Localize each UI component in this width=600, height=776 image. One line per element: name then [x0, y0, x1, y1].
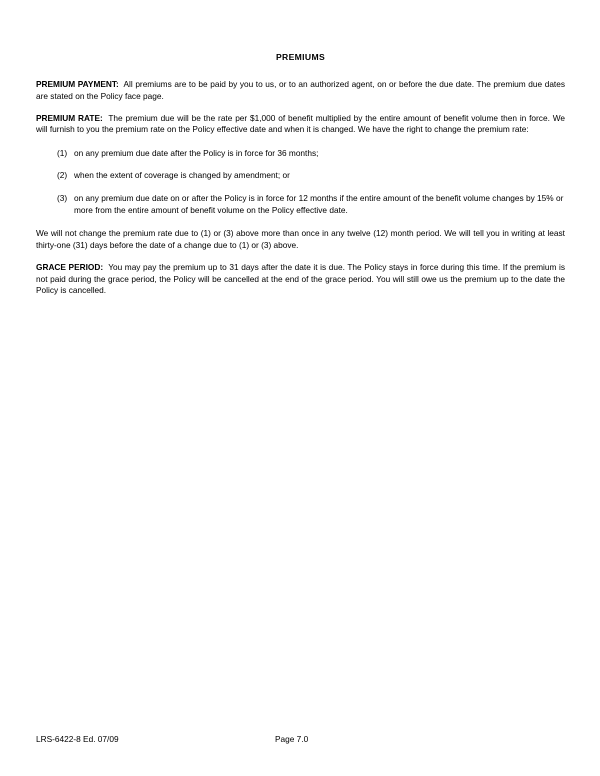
list-item-marker: (3) — [57, 193, 68, 204]
footer-form-number: LRS-6422-8 Ed. 07/09 — [36, 734, 119, 744]
list-item — [36, 170, 565, 182]
grace-period-heading: GRACE PERIOD: — [36, 261, 104, 272]
premium-payment-heading: PREMIUM PAYMENT: — [36, 79, 119, 89]
list-item-text: when the extent of coverage is changed by amendment; or — [74, 170, 290, 181]
list-item-marker: (1) — [57, 147, 68, 158]
list-item-text: on any premium due date on or after the Policy is in force for 12 months if the entire amount of the benefit volume changes by 15% or more from the entire amount of benefit volume on the Policy effective date. — [74, 193, 564, 215]
list-item — [36, 148, 565, 160]
list-item-text: on any premium due date after the Policy is in force for 36 months; — [74, 147, 319, 158]
premium-payment-paragraph — [36, 79, 565, 102]
list-item — [36, 193, 565, 216]
premium-rate-heading: PREMIUM RATE: — [36, 112, 103, 123]
footer-page-number: Page 7.0 — [275, 734, 309, 744]
premium-payment-text: All premiums are to be paid by you to us, or to an authorized agent, on or before the due date. The premium due dates are stated on the Policy face page. — [36, 79, 566, 101]
premium-rate-text: The premium due will be the rate per $1,000 of benefit multiplied by the entire amount of benefit volume then in force. We will furnish to you the premium rate on the Policy effective date and when it is changed. We have the right to change the premium rate: — [36, 112, 566, 135]
grace-period-paragraph — [36, 262, 565, 297]
page-footer — [36, 733, 565, 747]
page-title: PREMIUMS — [275, 52, 326, 62]
document-body — [36, 52, 565, 297]
rate-change-conditions-list — [36, 148, 565, 216]
grace-period-text: You may pay the premium up to 31 days after the date it is due. The Policy stays in force during this time. If the premium is not paid during the grace period, the Policy will be cancelled at the end of the grace period. You will still owe us the premium up to the date the Policy is cancelled. — [36, 261, 565, 296]
rate-change-limit-paragraph: We will not change the premium rate due to (1) or (3) above more than once in any twelve (12) month period. We will tell you in writing at least thirty-one (31) days before the date of a change due to (1) or (3) above. — [36, 228, 565, 250]
premium-rate-paragraph — [36, 113, 565, 136]
list-item-marker: (2) — [57, 170, 68, 181]
